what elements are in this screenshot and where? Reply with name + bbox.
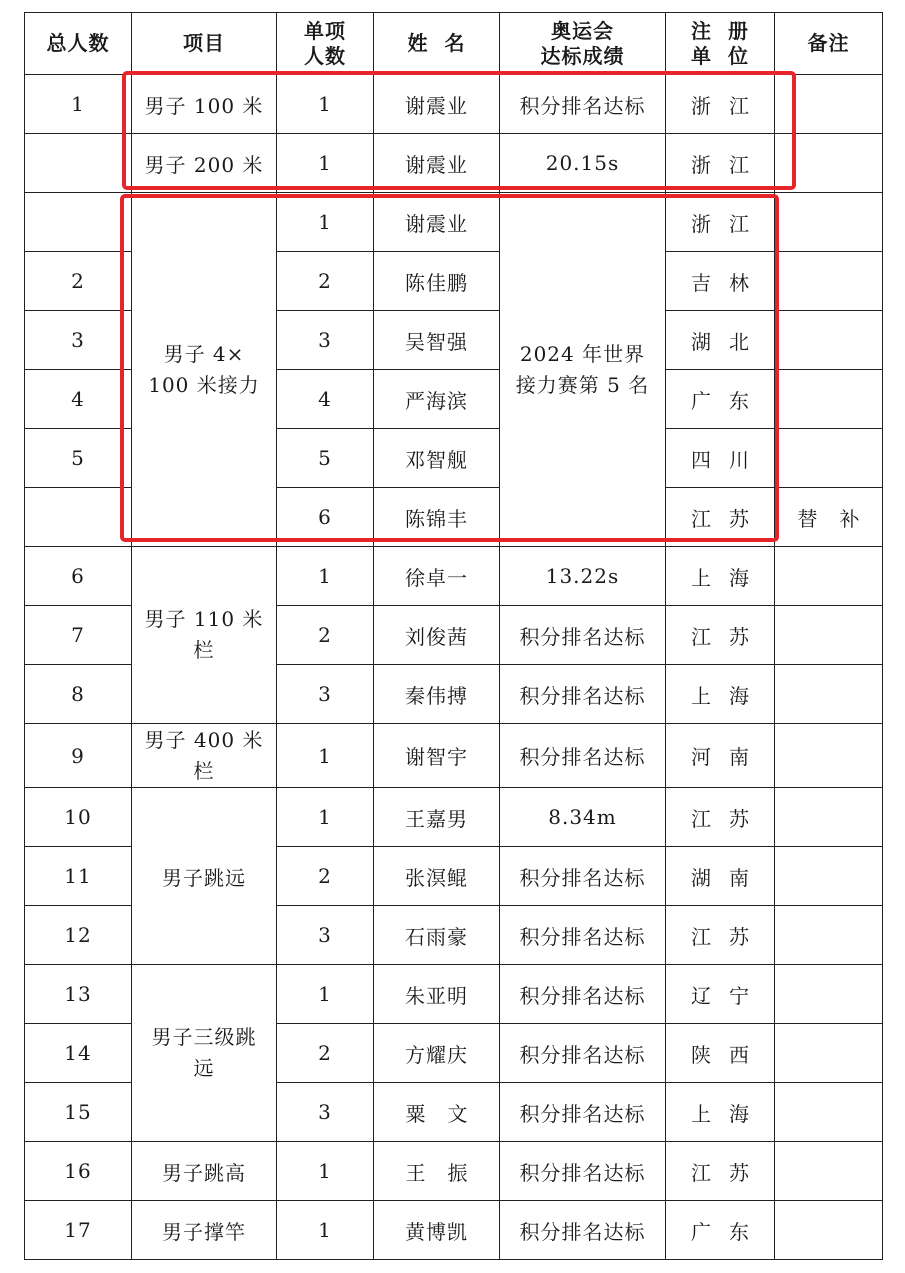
note-cell: 替补 bbox=[775, 488, 883, 547]
unit-cell: 浙江 bbox=[666, 75, 775, 134]
note-cell bbox=[775, 75, 883, 134]
total-cell: 7 bbox=[25, 606, 132, 665]
note-cell bbox=[775, 606, 883, 665]
total-cell: 13 bbox=[25, 965, 132, 1024]
name-cell: 王振 bbox=[374, 1142, 500, 1201]
header-count: 单项 人数 bbox=[277, 13, 374, 75]
name-cell: 谢震业 bbox=[374, 134, 500, 193]
unit-cell: 江苏 bbox=[666, 1142, 775, 1201]
score-cell: 2024 年世界 接力赛第 5 名 bbox=[500, 193, 666, 547]
table-row bbox=[25, 788, 883, 847]
total-cell: 9 bbox=[25, 724, 132, 788]
total-cell: 12 bbox=[25, 906, 132, 965]
event-cell: 男子撑竿 bbox=[132, 1201, 277, 1260]
header-score: 奥运会 达标成绩 bbox=[500, 13, 666, 75]
table-row bbox=[25, 75, 883, 134]
unit-cell: 广东 bbox=[666, 1201, 775, 1260]
count-cell: 2 bbox=[277, 847, 374, 906]
table-row bbox=[25, 547, 883, 606]
note-cell bbox=[775, 1201, 883, 1260]
count-cell: 1 bbox=[277, 134, 374, 193]
count-cell: 1 bbox=[277, 193, 374, 252]
unit-cell: 陕西 bbox=[666, 1024, 775, 1083]
total-cell: 10 bbox=[25, 788, 132, 847]
score-cell: 积分排名达标 bbox=[500, 665, 666, 724]
total-cell: 6 bbox=[25, 547, 132, 606]
note-cell bbox=[775, 429, 883, 488]
count-cell: 6 bbox=[277, 488, 374, 547]
unit-cell: 吉林 bbox=[666, 252, 775, 311]
unit-cell: 上海 bbox=[666, 665, 775, 724]
total-cell: 15 bbox=[25, 1083, 132, 1142]
table-row bbox=[25, 1201, 883, 1260]
name-cell: 刘俊茜 bbox=[374, 606, 500, 665]
score-cell: 20.15s bbox=[500, 134, 666, 193]
name-cell: 方耀庆 bbox=[374, 1024, 500, 1083]
name-cell: 朱亚明 bbox=[374, 965, 500, 1024]
table-row bbox=[25, 965, 883, 1024]
name-cell: 谢震业 bbox=[374, 193, 500, 252]
event-cell: 男子跳远 bbox=[132, 788, 277, 965]
note-cell bbox=[775, 252, 883, 311]
unit-cell: 河南 bbox=[666, 724, 775, 788]
note-cell bbox=[775, 788, 883, 847]
event-cell: 男子 200 米 bbox=[132, 134, 277, 193]
note-cell bbox=[775, 370, 883, 429]
event-cell: 男子三级跳 远 bbox=[132, 965, 277, 1142]
note-cell bbox=[775, 193, 883, 252]
name-cell: 黄博凯 bbox=[374, 1201, 500, 1260]
name-cell: 石雨豪 bbox=[374, 906, 500, 965]
name-cell: 徐卓一 bbox=[374, 547, 500, 606]
count-cell: 1 bbox=[277, 1201, 374, 1260]
count-cell: 1 bbox=[277, 1142, 374, 1201]
unit-cell: 辽宁 bbox=[666, 965, 775, 1024]
name-cell: 吴智强 bbox=[374, 311, 500, 370]
name-cell: 谢智宇 bbox=[374, 724, 500, 788]
header-row bbox=[25, 13, 883, 75]
total-cell: 5 bbox=[25, 429, 132, 488]
note-cell bbox=[775, 311, 883, 370]
count-cell: 2 bbox=[277, 252, 374, 311]
count-cell: 3 bbox=[277, 906, 374, 965]
count-cell: 1 bbox=[277, 75, 374, 134]
event-cell: 男子 400 米 栏 bbox=[132, 724, 277, 788]
name-cell: 谢震业 bbox=[374, 75, 500, 134]
unit-cell: 湖南 bbox=[666, 847, 775, 906]
name-cell: 陈佳鹏 bbox=[374, 252, 500, 311]
score-cell: 积分排名达标 bbox=[500, 965, 666, 1024]
note-cell bbox=[775, 1083, 883, 1142]
table-row bbox=[25, 193, 883, 252]
score-cell: 积分排名达标 bbox=[500, 606, 666, 665]
unit-cell: 湖北 bbox=[666, 311, 775, 370]
score-cell: 积分排名达标 bbox=[500, 75, 666, 134]
unit-cell: 江苏 bbox=[666, 606, 775, 665]
score-cell: 积分排名达标 bbox=[500, 847, 666, 906]
total-cell bbox=[25, 193, 132, 252]
count-cell: 1 bbox=[277, 788, 374, 847]
note-cell bbox=[775, 134, 883, 193]
note-cell bbox=[775, 665, 883, 724]
total-cell: 16 bbox=[25, 1142, 132, 1201]
header-total: 总人数 bbox=[25, 13, 132, 75]
count-cell: 2 bbox=[277, 1024, 374, 1083]
event-cell: 男子 110 米 栏 bbox=[132, 547, 277, 724]
event-cell: 男子 100 米 bbox=[132, 75, 277, 134]
table-row bbox=[25, 134, 883, 193]
table-row bbox=[25, 724, 883, 788]
total-cell: 11 bbox=[25, 847, 132, 906]
name-cell: 秦伟搏 bbox=[374, 665, 500, 724]
name-cell: 陈锦丰 bbox=[374, 488, 500, 547]
count-cell: 2 bbox=[277, 606, 374, 665]
count-cell: 3 bbox=[277, 665, 374, 724]
count-cell: 1 bbox=[277, 547, 374, 606]
total-cell: 8 bbox=[25, 665, 132, 724]
note-cell bbox=[775, 1142, 883, 1201]
score-cell: 积分排名达标 bbox=[500, 906, 666, 965]
header-name: 姓 名 bbox=[374, 13, 500, 75]
count-cell: 1 bbox=[277, 965, 374, 1024]
name-cell: 粟文 bbox=[374, 1083, 500, 1142]
score-cell: 积分排名达标 bbox=[500, 724, 666, 788]
note-cell bbox=[775, 1024, 883, 1083]
note-cell bbox=[775, 965, 883, 1024]
name-cell: 邓智舰 bbox=[374, 429, 500, 488]
header-unit: 注 册 单 位 bbox=[666, 13, 775, 75]
score-cell: 积分排名达标 bbox=[500, 1083, 666, 1142]
count-cell: 3 bbox=[277, 1083, 374, 1142]
count-cell: 5 bbox=[277, 429, 374, 488]
name-cell: 王嘉男 bbox=[374, 788, 500, 847]
unit-cell: 浙江 bbox=[666, 134, 775, 193]
athlete-roster-table bbox=[24, 12, 883, 1260]
total-cell: 2 bbox=[25, 252, 132, 311]
note-cell bbox=[775, 547, 883, 606]
event-cell: 男子 4× 100 米接力 bbox=[132, 193, 277, 547]
unit-cell: 广东 bbox=[666, 370, 775, 429]
score-cell: 积分排名达标 bbox=[500, 1201, 666, 1260]
count-cell: 3 bbox=[277, 311, 374, 370]
name-cell: 张溟鲲 bbox=[374, 847, 500, 906]
total-cell: 4 bbox=[25, 370, 132, 429]
header-event: 项目 bbox=[132, 13, 277, 75]
note-cell bbox=[775, 906, 883, 965]
total-cell: 1 bbox=[25, 75, 132, 134]
total-cell: 3 bbox=[25, 311, 132, 370]
total-cell: 14 bbox=[25, 1024, 132, 1083]
table-row bbox=[25, 1142, 883, 1201]
score-cell: 13.22s bbox=[500, 547, 666, 606]
name-cell: 严海滨 bbox=[374, 370, 500, 429]
unit-cell: 江苏 bbox=[666, 788, 775, 847]
unit-cell: 江苏 bbox=[666, 906, 775, 965]
unit-cell: 江苏 bbox=[666, 488, 775, 547]
total-cell bbox=[25, 134, 132, 193]
score-cell: 8.34m bbox=[500, 788, 666, 847]
unit-cell: 浙江 bbox=[666, 193, 775, 252]
count-cell: 1 bbox=[277, 724, 374, 788]
unit-cell: 上海 bbox=[666, 1083, 775, 1142]
total-cell bbox=[25, 488, 132, 547]
score-cell: 积分排名达标 bbox=[500, 1024, 666, 1083]
score-cell: 积分排名达标 bbox=[500, 1142, 666, 1201]
header-note: 备注 bbox=[775, 13, 883, 75]
event-cell: 男子跳高 bbox=[132, 1142, 277, 1201]
note-cell bbox=[775, 847, 883, 906]
note-cell bbox=[775, 724, 883, 788]
unit-cell: 四川 bbox=[666, 429, 775, 488]
unit-cell: 上海 bbox=[666, 547, 775, 606]
total-cell: 17 bbox=[25, 1201, 132, 1260]
count-cell: 4 bbox=[277, 370, 374, 429]
